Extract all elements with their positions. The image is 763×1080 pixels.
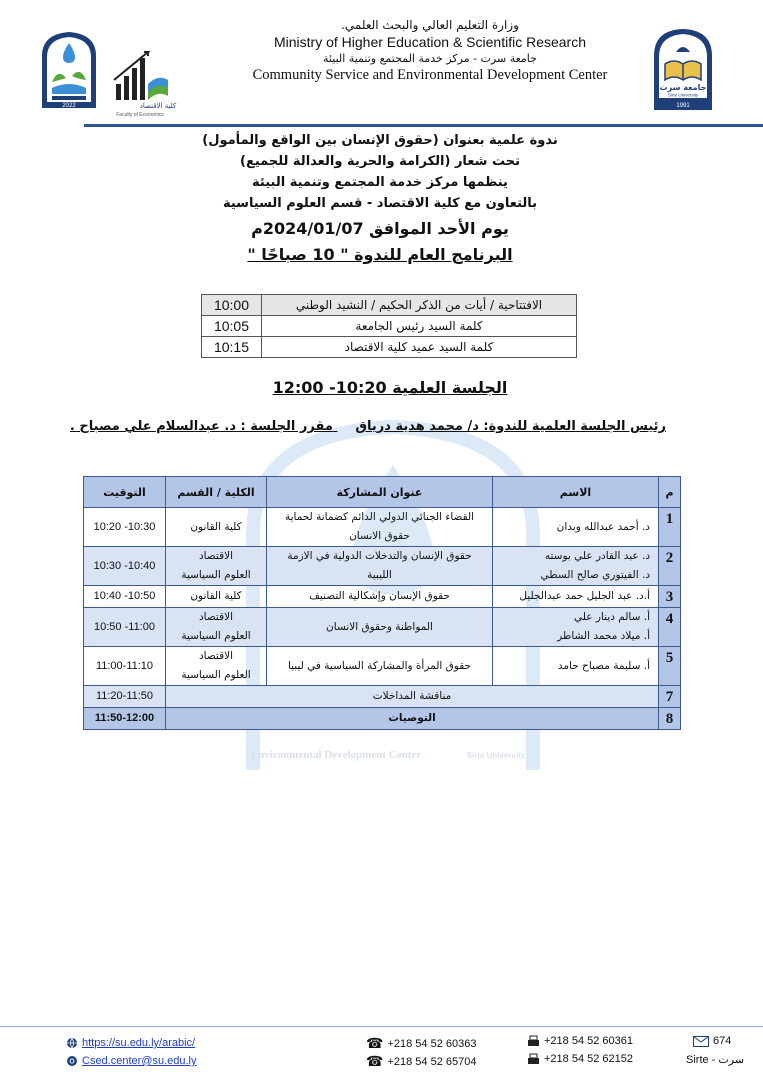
presenter-name	[493, 547, 659, 586]
schedule-table	[83, 476, 681, 730]
footer-city	[686, 1053, 744, 1066]
time-slot: 10:30 -10:40	[84, 547, 166, 586]
presenter-name-1: د. أحمد عبدالله وبدان	[556, 520, 650, 533]
presenter-name: أ.د. عبد الجليل حمد عبدالجليل	[493, 586, 659, 608]
center-english: Community Service and Environmental Development Center	[252, 67, 608, 83]
discussion-row	[84, 686, 681, 708]
opening-item: الافتتاحية / أيات من الذكر الحكيم / النشيد الوطني	[262, 295, 577, 316]
paper-title-2: حقوق الانسان	[349, 530, 410, 542]
cooperation: بالتعاون مع كلية الاقتصاد - قسم العلوم السياسية	[222, 196, 538, 211]
presenter-name-1: أ. سالم دينار علي	[574, 611, 650, 623]
footer-email	[66, 1055, 197, 1067]
faculty	[166, 608, 267, 647]
footer-divider	[0, 1026, 763, 1027]
col-title: عنوان المشاركة	[267, 477, 493, 508]
fax-icon	[527, 1053, 540, 1065]
table-row	[84, 608, 681, 647]
presenter-name-2: أ. ميلاد محمد الشاطر	[557, 630, 650, 642]
session-chairs	[69, 419, 666, 434]
svg-text:جامعة سرت: جامعة سرت	[659, 83, 707, 92]
session-rapporteur: مقرر الجلسة : د. عبدالسلام علي مصباح .	[69, 419, 333, 434]
session-title: الجلسة العلمية 10:20- 12:00	[272, 378, 508, 397]
faculty-2: العلوم السياسية	[181, 630, 251, 642]
phone-icon: ☎	[366, 1035, 384, 1051]
center-arabic: جامعة سرت - مركز خدمة المجتمع وتنمية البيئة	[323, 52, 537, 65]
row-num: 1	[659, 508, 681, 547]
paper-title-1: حقوق الإنسان والتدخلات الدولية في الازمة	[287, 550, 472, 562]
economics-faculty-logo	[108, 44, 177, 118]
paper-title	[267, 547, 493, 586]
opening-item: كلمة السيد رئيس الجامعة	[262, 316, 577, 337]
paper-title	[267, 508, 493, 547]
opening-row	[202, 295, 577, 316]
col-name: الاسم	[493, 477, 659, 508]
ministry-english: Ministry of Higher Education & Scientific Research	[273, 34, 587, 50]
row-num: 5	[659, 647, 681, 686]
opening-item: كلمة السيد عميد كلية الاقتصاد	[262, 337, 577, 358]
faculty	[166, 647, 267, 686]
fax-1: +218 54 52 60361	[544, 1035, 634, 1047]
footer-fax-1	[527, 1035, 633, 1047]
faculty-1: الاقتصاد	[198, 650, 234, 662]
faculty: كلية القانون	[166, 508, 267, 547]
page-footer	[0, 1020, 763, 1080]
envelope-icon	[693, 1036, 709, 1047]
svg-text:Sirte University: Sirte University	[667, 92, 699, 98]
faculty-2: العلوم السياسية	[181, 669, 251, 681]
fax-2: +218 54 52 62152	[544, 1053, 634, 1065]
footer-phone-2	[366, 1053, 476, 1070]
row-num: 8	[659, 708, 681, 730]
time-slot: 10:20 -10:30	[84, 508, 166, 547]
footer-web	[66, 1037, 195, 1049]
time-slot: 10:50 -11:00	[84, 608, 166, 647]
footer-fax-2	[527, 1053, 633, 1065]
opening-time: 10:15	[202, 337, 262, 358]
seminar-title: ندوة علمية بعنوان (حقوق الإنسان بين الواقع والمأمول)	[202, 133, 558, 148]
opening-time: 10:05	[202, 316, 262, 337]
table-row	[84, 508, 681, 547]
faculty-2: العلوم السياسية	[181, 569, 251, 581]
city-name: Sirte - سرت	[686, 1054, 745, 1066]
col-num: م	[659, 477, 681, 508]
svg-text:Environmental Development Cent: Environmental Development Center	[250, 749, 422, 761]
opening-time: 10:00	[202, 295, 262, 316]
row-num: 3	[659, 586, 681, 608]
phone-1: +218 54 52 60363	[387, 1037, 477, 1050]
ministry-arabic: وزارة التعليم العالي والبحث العلمي.	[341, 18, 519, 32]
faculty: كلية القانون	[166, 586, 267, 608]
paper-title-1: القضاء الجنائي الدولي الدائم كضمانة لحماية	[284, 511, 475, 523]
presenter-name-2: د. الفيتوري صالح السطي	[540, 569, 650, 581]
time-slot: 11:50-12:00	[84, 708, 166, 730]
table-header-row	[84, 477, 681, 508]
discussion-label: مناقشة المداخلات	[166, 686, 659, 708]
row-num: 2	[659, 547, 681, 586]
table-row	[84, 647, 681, 686]
header-text	[230, 18, 630, 84]
svg-text:1991: 1991	[676, 103, 690, 109]
seminar-date: يوم الأحد الموافق 2024/01/07م	[251, 219, 509, 238]
svg-text:2022: 2022	[62, 103, 76, 109]
website-link[interactable]: https://su.edu.ly/arabic/	[82, 1037, 196, 1049]
faculty-1: الاقتصاد	[198, 611, 234, 623]
svg-text:Faculty of Economics: Faculty of Economics	[116, 112, 164, 118]
time-slot: 11:20-11:50	[84, 686, 166, 708]
organizer: ينظمها مركز خدمة المجتمع وتنمية البيئة	[252, 175, 508, 190]
opening-row	[202, 337, 577, 358]
pobox-number: 674	[713, 1035, 732, 1047]
footer-pobox	[693, 1035, 731, 1047]
table-row	[84, 586, 681, 608]
faculty-1: الاقتصاد	[198, 550, 234, 562]
table-row	[84, 547, 681, 586]
row-num: 7	[659, 686, 681, 708]
col-faculty: الكلية / القسم	[166, 477, 267, 508]
recommendations-row	[84, 708, 681, 730]
seminar-titles	[100, 130, 660, 268]
row-num: 4	[659, 608, 681, 647]
svg-text:كلية الاقتصاد: كلية الاقتصاد	[139, 102, 177, 110]
fax-icon	[527, 1035, 540, 1047]
svg-text:Sirte University: Sirte University	[466, 751, 526, 760]
col-time: التوقيت	[84, 477, 166, 508]
paper-title-2: الليبية	[367, 569, 392, 581]
program-heading: البرنامج العام للندوة " 10 صباحًا "	[247, 245, 513, 264]
globe-icon	[66, 1037, 78, 1049]
at-icon	[66, 1055, 78, 1067]
seminar-slogan: تحت شعار (الكرامة والحرية والعدالة للجميع)	[240, 154, 520, 169]
presenter-name	[493, 608, 659, 647]
page-header	[0, 0, 763, 125]
email-link[interactable]: Csed.center@su.edu.ly	[82, 1055, 197, 1067]
center-logo	[38, 30, 100, 110]
presenter-name: أ. سليمة مصباح حامد	[493, 647, 659, 686]
paper-title: حقوق الإنسان وإشكالية التصنيف	[267, 586, 493, 608]
sirte-university-logo	[652, 28, 714, 112]
paper-title: المواطنة وحقوق الانسان	[267, 608, 493, 647]
presenter-name	[493, 508, 659, 547]
header-divider	[84, 124, 763, 127]
paper-title: حقوق المرأة والمشاركة السياسية في ليبيا	[267, 647, 493, 686]
opening-table	[201, 294, 577, 358]
time-slot: 10:40 -10:50	[84, 586, 166, 608]
time-slot: 11:00-11:10	[84, 647, 166, 686]
session-chair: رئيس الجلسة العلمية للندوة: د/ محمد هدية درياق	[355, 419, 666, 434]
recommendations-label: التوصيات	[166, 708, 659, 730]
faculty	[166, 547, 267, 586]
phone-2: +218 54 52 65704	[387, 1055, 477, 1068]
footer-phone-1	[366, 1035, 476, 1052]
phone-icon: ☎	[366, 1053, 384, 1069]
opening-row	[202, 316, 577, 337]
presenter-name-1: د. عبد القادر علي بوسته	[544, 550, 650, 562]
